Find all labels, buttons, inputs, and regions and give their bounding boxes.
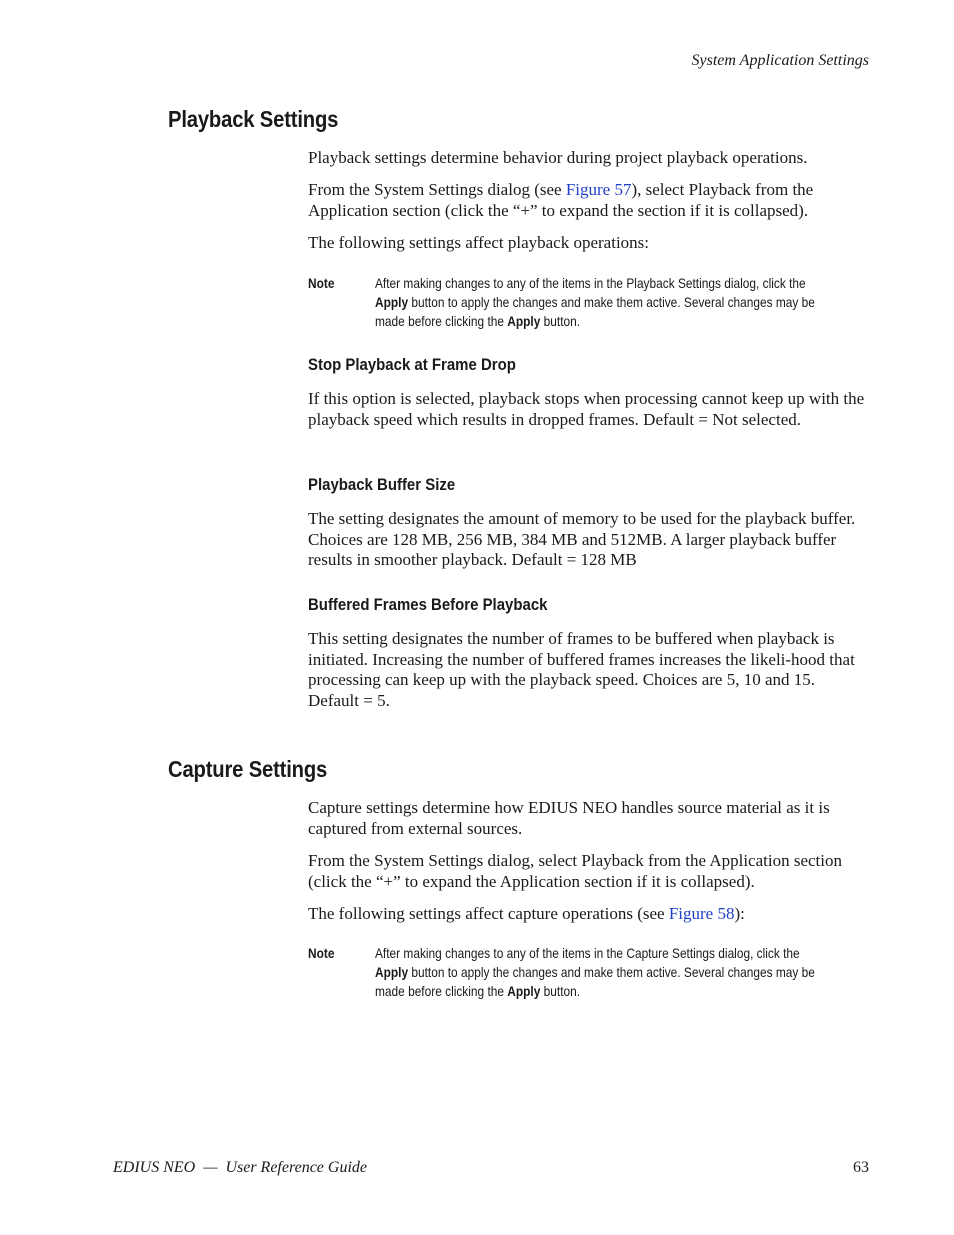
subsection-title-buffer-size: Playback Buffer Size — [308, 475, 456, 494]
playback-dialog-paragraph — [308, 180, 870, 221]
text: The following settings affect capture operations (see — [308, 904, 669, 923]
text: ): — [734, 904, 745, 923]
apply-emphasis: Apply — [375, 964, 409, 980]
capture-note-text — [375, 944, 834, 1001]
capture-intro: Capture settings determine how EDIUS NEO handles source material as it is captured from external sources. — [308, 798, 830, 838]
note-label: Note — [308, 945, 335, 961]
text: button. — [540, 313, 581, 329]
text: ), select Playback from the Application section (click the “+” to expand the section if it is collapsed). — [308, 180, 814, 220]
subsection-title-stop-playback: Stop Playback at Frame Drop — [308, 355, 516, 374]
playback-intro: Playback settings determine behavior during project playback operations. — [308, 148, 808, 167]
apply-emphasis: Apply — [507, 313, 541, 329]
page-number: 63 — [853, 1159, 869, 1176]
figure-57-link[interactable]: Figure 57 — [565, 180, 632, 199]
text: button to apply the changes and make them active. Several changes may be made before clicking the — [375, 964, 815, 999]
note-label: Note — [308, 275, 335, 291]
section-title-capture: Capture Settings — [168, 756, 328, 782]
section-title-playback: Playback Settings — [168, 106, 339, 132]
subsection-body-buffered-frames: This setting designates the number of frames to be buffered when playback is initiated. Increasing the number of buffered frames increases the likeli-hood that processing can keep up with the playback speed. Choices are 5, 10 and 15. Default = 5. — [308, 629, 855, 710]
subsection-body-buffer-size: The setting designates the amount of memory to be used for the playback buffer. Choices are 128 MB, 256 MB, 384 MB and 512MB. A larger playback buffer results in smoother playback. Default = 128 MB — [308, 509, 856, 569]
apply-emphasis: Apply — [507, 983, 541, 999]
playback-note-text — [375, 274, 834, 331]
playback-following: The following settings affect playback operations: — [308, 233, 650, 252]
text: After making changes to any of the items in the Capture Settings dialog, click the — [375, 945, 800, 961]
apply-emphasis: Apply — [375, 294, 409, 310]
capture-following — [308, 904, 870, 925]
subsection-title-buffered-frames: Buffered Frames Before Playback — [308, 595, 548, 614]
figure-58-link[interactable]: Figure 58 — [668, 904, 735, 923]
subsection-body-stop-playback: If this option is selected, playback stops when processing cannot keep up with the playback speed which results in dropped frames. Default = Not selected. — [308, 389, 865, 429]
capture-dialog-paragraph: From the System Settings dialog, select Playback from the Application section (click the “+” to expand the Application section if it is collapsed). — [308, 851, 842, 891]
text: button to apply the changes and make them active. Several changes may be made before clicking the — [375, 294, 815, 329]
running-head: System Application Settings — [691, 52, 869, 69]
footer-title: EDIUS NEO — User Reference Guide — [113, 1159, 368, 1176]
text: button. — [540, 983, 581, 999]
text: From the System Settings dialog (see — [308, 180, 566, 199]
text: After making changes to any of the items in the Playback Settings dialog, click the — [375, 275, 806, 291]
